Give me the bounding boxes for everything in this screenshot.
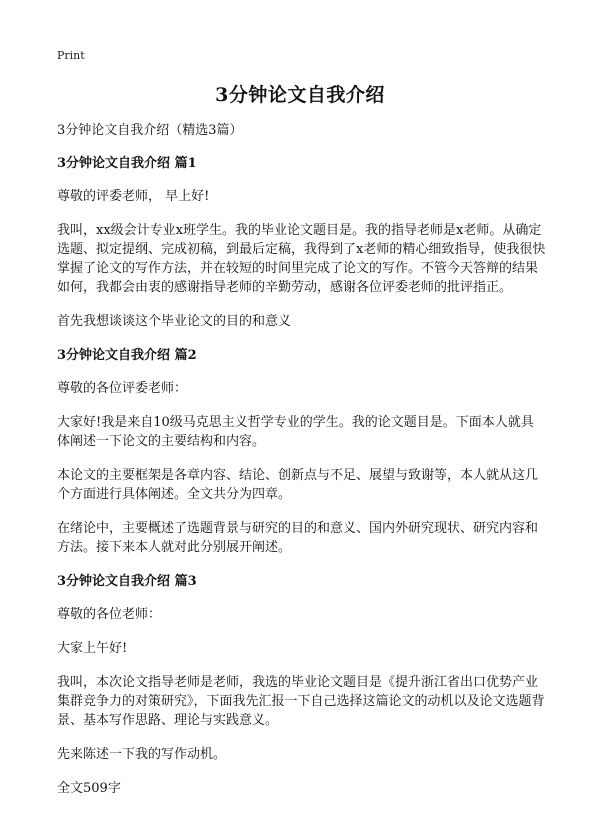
word-count: 全文509字 [57, 781, 121, 796]
document-subtitle: 3分钟论文自我介绍（精选3篇） [57, 123, 243, 138]
document-title: 3分钟论文自我介绍 [215, 84, 385, 106]
section-heading-2: 3分钟论文自我介绍 篇2 [57, 348, 197, 363]
print-label: Print [57, 49, 85, 62]
paragraph: 首先我想谈谈这个毕业论文的目的和意义 [57, 314, 292, 329]
section-heading-1: 3分钟论文自我介绍 篇1 [57, 156, 197, 171]
paragraph: 我叫，本次论文指导老师是老师，我选的毕业论文题目是《提升浙江省出口优势产业集群竞争力的对策研究》，下面我先汇报一下自己选择这篇论文的动机以及论文选题背景、基本写作思路、理论与实践意义。 [57, 675, 545, 728]
paragraph: 大家好!我是来自10级马克思主义哲学专业的学生。我的论文题目是。下面本人就具体阐述一下论文的主要结构和内容。 [57, 415, 534, 449]
paragraph: 我叫，xx级会计专业x班学生。我的毕业论文题目是。我的指导老师是x老师。从确定选题、拟定提纲、完成初稿，到最后定稿，我得到了x老师的精心细致指导，使我很快掌握了论文的写作方法，并在较短的时间里完成了论文的写作。不管今天答辩的结果如何，我都会由衷的感谢指导老师的辛勤劳动，感谢各位评委老师的批评指正。 [57, 223, 546, 295]
paragraph: 大家上午好! [57, 641, 128, 656]
document-body [57, 121, 546, 813]
paragraph: 尊敬的评委老师， 早上好! [57, 189, 210, 204]
section-heading-3: 3分钟论文自我介绍 篇3 [57, 574, 197, 589]
paragraph: 尊敬的各位老师： [57, 607, 162, 622]
paragraph: 尊敬的各位评委老师： [57, 381, 188, 396]
paragraph: 先来陈述一下我的写作动机。 [57, 747, 227, 762]
paragraph: 在绪论中，主要概述了选题背景与研究的目的和意义、国内外研究现状、研究内容和方法。接下来本人就对此分别展开阐述。 [57, 521, 539, 555]
paragraph: 本论文的主要框架是各章内容、结论、创新点与不足、展望与致谢等，本人就从这几个方面进行具体阐述。全文共分为四章。 [57, 468, 539, 502]
